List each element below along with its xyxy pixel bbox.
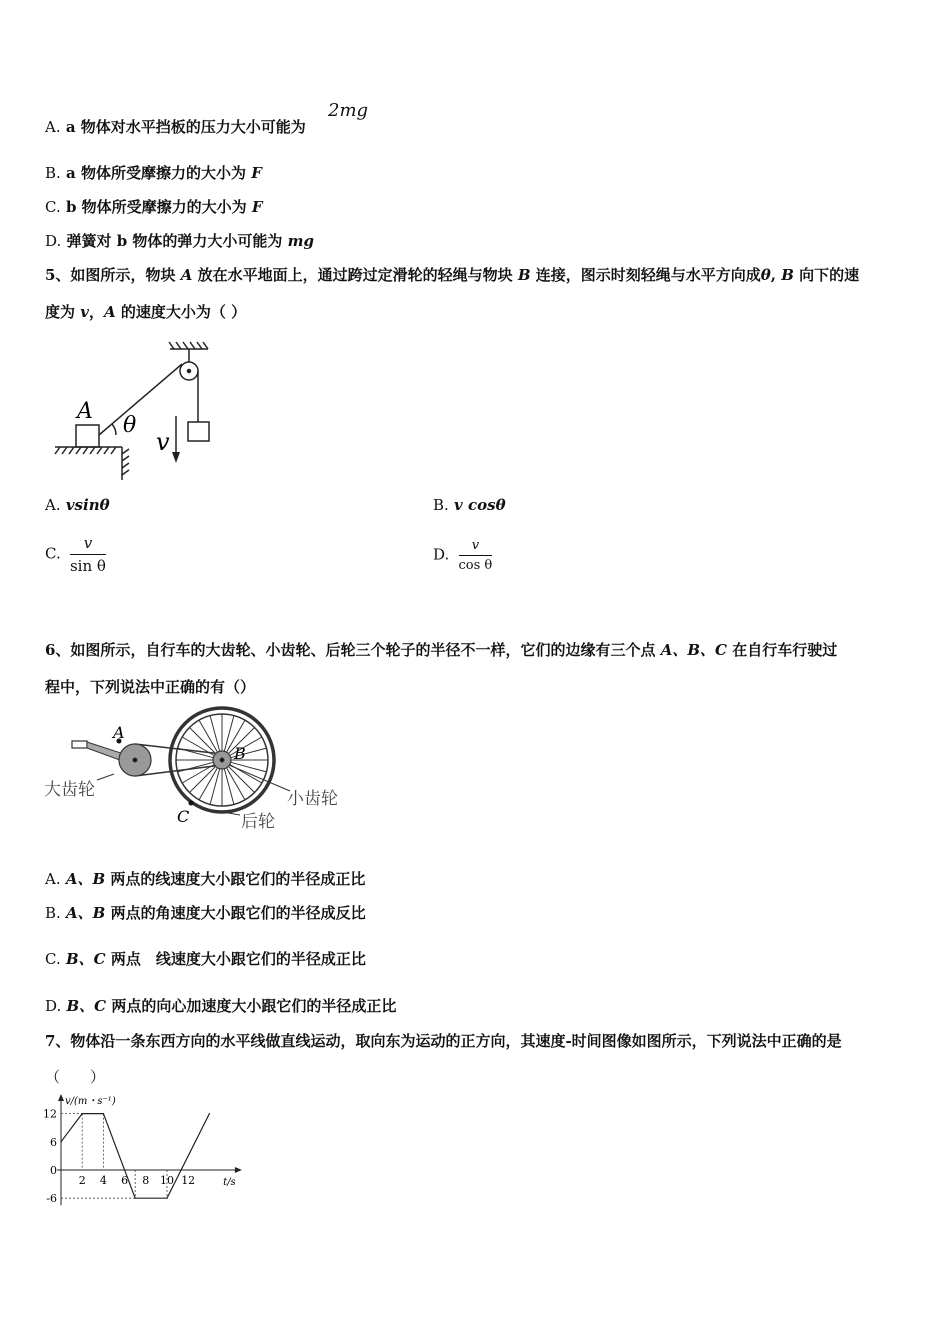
bicycle-figure [42,703,352,832]
label-C: C [177,807,190,826]
math-variable: A [180,266,193,284]
q4-option-c [45,196,263,217]
label-big-gear: 大齿轮 [44,780,95,800]
x-axis-label: t/s [223,1177,236,1188]
q5-option-a [45,496,110,514]
x-tick-label: 2 [78,1174,86,1187]
fraction [70,534,106,575]
denominator: cos θ [458,558,493,573]
option-prefix: A. [45,870,61,888]
option-prefix: D. [433,545,450,564]
wheel-spoke [189,727,215,753]
option-prefix: A. [45,118,61,136]
label-v: v [156,428,170,456]
y-tick-label: 6 [50,1135,57,1149]
q4-option-b [45,162,262,183]
math-variable: θ [99,496,110,514]
option-prefix: B. [45,904,61,922]
option-text: a 物体对水平挡板的压力大小可能为 [65,118,306,136]
option-prefix: C. [45,950,61,968]
q6-option-c [45,948,366,969]
option-prefix: D. [45,232,62,250]
wheel-spoke [224,716,234,752]
x-tick-label: 8 [142,1174,150,1187]
math-variable: B [517,266,531,284]
option-text: 两点的线速度大小跟它们的半径成正比 [110,870,366,888]
x-tick-label: 4 [99,1174,107,1187]
option-text: 两点的向心加速度大小跟它们的半径成正比 [111,997,397,1015]
option-text: 弹簧对 b 物体的弹力大小可能为 [66,232,283,250]
denominator: sin θ [69,557,106,575]
q5-option-b [433,496,506,514]
math-variable: A、B、C [660,641,727,659]
wheel-spoke [224,769,234,805]
q5-option-c [45,534,106,575]
q6-stem-line1 [45,639,837,660]
pulley-figure [50,340,250,485]
data-point [103,1113,104,1114]
option-prefix: A. [45,496,61,514]
wheel-spoke [227,768,246,800]
q4-option-d [45,230,314,251]
data-point [166,1198,167,1199]
y-tick-label: 12 [43,1107,57,1121]
wheel-spoke [199,768,218,800]
q4-option-a [45,116,306,137]
q5-stem-line1: 5、如图所示，物块 A 放在水平地面上，通过跨过定滑轮的轻绳与物块 B 连接，图示时刻轻绳与水平方向成θ, B 向下的速 [45,266,860,284]
q7-stem-line1 [45,1030,842,1051]
option-prefix: B. [433,496,449,514]
q6-option-b [45,902,366,923]
label-A: A [77,399,93,424]
stem-text: 度为 [45,303,76,321]
wheel-spoke [182,737,214,756]
x-tick-label: 6 [121,1174,129,1187]
option-text: 两点 线速度大小跟它们的半径成正比 [110,950,366,968]
y-tick-label: -6 [46,1192,57,1206]
math-variable: B、C [65,950,106,968]
math-variable: B [781,266,794,284]
q5-stem-line2 [45,301,246,322]
stem-text: 在自行车行驶过 [732,641,838,659]
wheel-spoke [231,762,267,772]
option-text: a 物体所受摩擦力的大小为 [66,164,246,182]
math-variable: v [80,303,89,321]
math-variable: θ [760,266,771,284]
wheel-spoke [189,766,215,792]
x-axis-arrow [235,1167,242,1173]
y-axis-arrow [58,1094,64,1101]
math-variable: θ [495,496,506,514]
stem-text: 向下的速 [799,266,860,284]
label-small-gear: 小齿轮 [287,789,338,809]
label-A: A [113,723,125,742]
math-variable: F [251,164,262,182]
option-text: vsin [65,496,100,514]
wheel-spoke [210,716,220,752]
stem-text: 5、如图所示，物块 [45,266,176,284]
data-point [60,1141,61,1142]
stem-text: 7、物体沿一条东西方向的水平线做直线运动，取向东为运动的正方向，其速度-时间图像如图所示，下列说法中正确的是 [45,1032,842,1050]
data-point [82,1113,83,1114]
x-tick-label: 12 [181,1174,196,1187]
label-B: B [234,744,246,763]
wheel-spoke [199,720,218,752]
option-prefix: D. [45,997,62,1015]
math-variable: mg [287,232,315,250]
math-variable: B、C [66,997,107,1015]
option-prefix: B. [45,164,61,182]
stem-text: 连接，图示时刻轻绳与水平方向成 [535,266,761,284]
label-theta: θ [123,413,137,438]
wheel-spoke [210,769,220,805]
q6-option-d [45,995,396,1016]
data-point [209,1113,210,1114]
velocity-time-chart [40,1092,250,1212]
option-prefix: C. [45,544,61,563]
q7-stem-line2 [45,1066,105,1087]
numerator: v [459,538,493,556]
q5-option-d [433,538,492,573]
math-expression: 2mg [328,100,369,121]
math-variable: F [251,198,263,216]
y-axis-label: v/(m・s⁻¹) [65,1096,116,1107]
x-tick-label: 10 [160,1174,174,1187]
fraction [459,538,493,573]
stem-text: 6、如图所示，自行车的大齿轮、小齿轮、后轮三个轮子的半径不一样，它们的边缘有三个点 [45,641,656,659]
option-text: 两点的角速度大小跟它们的半径成反比 [110,904,366,922]
stem-text: 的速度大小为（ ） [120,303,247,321]
y-tick-label: 0 [50,1164,57,1177]
option-text: b 物体所受摩擦力的大小为 [65,198,247,216]
data-point [135,1198,136,1199]
option-prefix: C. [45,198,61,216]
stem-text: （ ） [45,1068,106,1086]
q6-option-a [45,868,365,889]
math-variable: A、B [65,870,106,888]
option-text: v cos [454,496,496,514]
stem-text: 放在水平地面上，通过跨过定滑轮的轻绳与物块 [197,266,513,284]
stem-text: 程中，下列说法中正确的有（） [45,678,256,696]
numerator: v [70,534,106,555]
math-variable: A [103,303,116,321]
q6-stem-line2 [45,676,255,697]
stem-text: ， [88,303,104,321]
label-rear-wheel: 后轮 [241,812,275,832]
math-variable: A、B [66,904,106,922]
